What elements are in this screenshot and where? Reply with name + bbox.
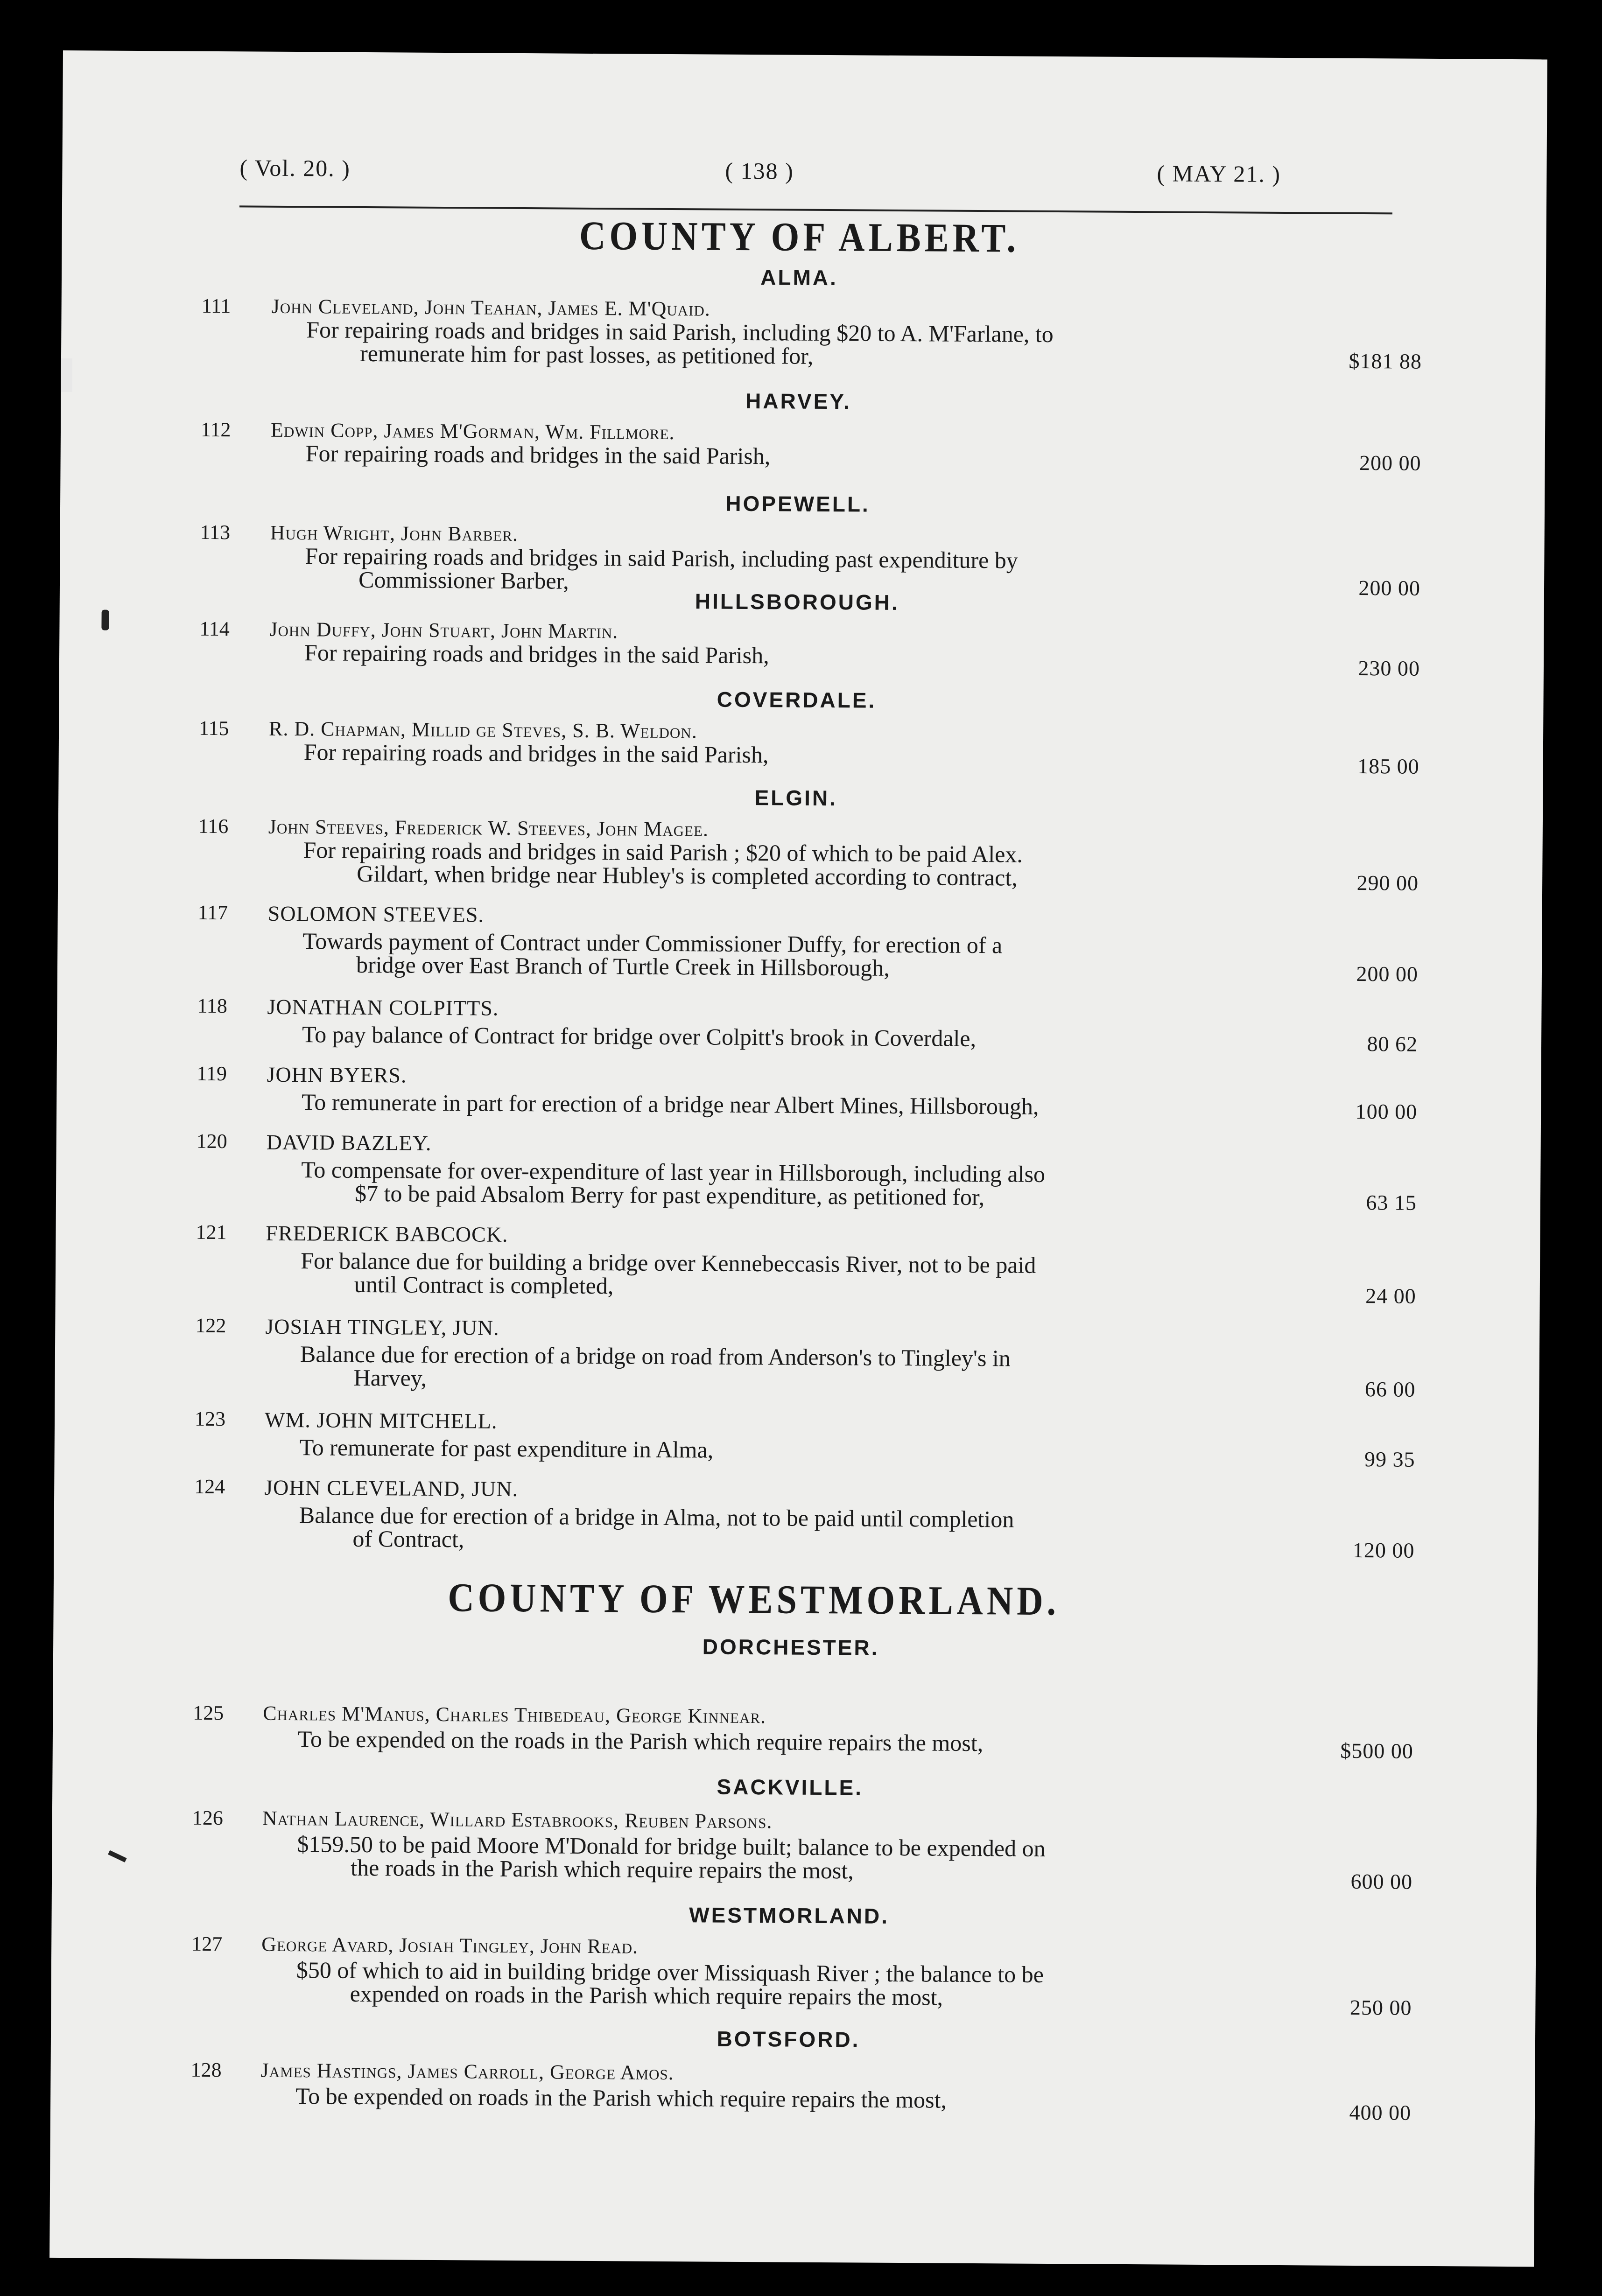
entry-amount: 120 00 bbox=[1352, 1538, 1415, 1562]
entry-number: 127 bbox=[191, 1932, 223, 1956]
description-line: For repairing roads and bridges in the said Parish, bbox=[305, 440, 771, 469]
entry-amount: 290 00 bbox=[1356, 870, 1419, 895]
entry-amount: 250 00 bbox=[1349, 1995, 1412, 2020]
entry-amount: 400 00 bbox=[1349, 2100, 1412, 2125]
description-line: Commissioner Barber, bbox=[358, 566, 569, 594]
parish-heading: DORCHESTER. bbox=[702, 1634, 879, 1660]
entry-number: 122 bbox=[195, 1314, 226, 1337]
entry-amount: 100 00 bbox=[1355, 1099, 1418, 1124]
entry-number: 112 bbox=[200, 418, 231, 441]
entry-amount: 63 15 bbox=[1366, 1190, 1417, 1215]
description-line: Towards payment of Contract under Commissioner Duffy, for erection of a bbox=[302, 928, 1003, 959]
entry-number: 123 bbox=[194, 1407, 226, 1431]
parish-heading: SACKVILLE. bbox=[717, 1774, 864, 1800]
entry-names: James Hastings, James Carroll, George Amos. bbox=[260, 2058, 674, 2085]
entry-description bbox=[302, 929, 1002, 980]
entry-names: Charles M'Manus, Charles Thibedeau, George Kinnear. bbox=[263, 1701, 766, 1728]
entry-number: 117 bbox=[197, 901, 228, 924]
description-line: remunerate him for past losses, as petitioned for, bbox=[359, 340, 814, 369]
entry-amount: 185 00 bbox=[1357, 754, 1419, 778]
entry-description bbox=[295, 2084, 947, 2112]
description-line: To remunerate for past expenditure in Alma, bbox=[299, 1434, 714, 1463]
entry-names: R. D. Chapman, Millid ge Steves, S. B. Weldon. bbox=[268, 717, 697, 743]
entry-description bbox=[301, 1249, 1036, 1300]
entry-number: 116 bbox=[198, 814, 229, 838]
entry-names: FREDERICK BABCOCK. bbox=[266, 1221, 508, 1246]
parish-heading: WESTMORLAND. bbox=[689, 1903, 890, 1928]
date-label: ( MAY 21. ) bbox=[1157, 160, 1281, 187]
description-line: expended on roads in the Parish which require repairs the most, bbox=[350, 1980, 943, 2010]
entry-amount: 66 00 bbox=[1364, 1377, 1416, 1401]
description-line: Harvey, bbox=[353, 1364, 427, 1391]
parish-heading: ALMA. bbox=[760, 265, 838, 290]
description-line: $7 to be paid Absalom Berry for past expenditure, as petitioned for, bbox=[354, 1180, 985, 1211]
entry-names: DAVID BAZLEY. bbox=[266, 1130, 432, 1155]
entry-description bbox=[296, 1958, 1044, 2009]
entry-amount: 99 35 bbox=[1364, 1447, 1415, 1471]
description-line: To remunerate in part for erection of a bridge near Albert Mines, Hillsborough, bbox=[302, 1089, 1039, 1120]
volume-label: ( Vol. 20. ) bbox=[239, 154, 351, 182]
entry-description bbox=[303, 838, 1023, 889]
entry-amount: 80 62 bbox=[1367, 1032, 1418, 1056]
description-line: bridge over East Branch of Turtle Creek in Hillsborough, bbox=[356, 951, 890, 981]
description-line: Balance due for erection of a bridge on road from Anderson's to Tingley's in bbox=[300, 1341, 1011, 1372]
entry-amount: 24 00 bbox=[1365, 1284, 1416, 1308]
entry-description bbox=[298, 1727, 984, 1755]
description-line: For balance due for building a bridge over Kennebeccasis River, not to be paid bbox=[300, 1247, 1036, 1278]
entry-amount: 200 00 bbox=[1358, 575, 1421, 600]
entry-number: 125 bbox=[193, 1701, 224, 1725]
entry-description bbox=[300, 1435, 714, 1461]
entry-description bbox=[304, 740, 769, 766]
description-line: To be expended on the roads in the Parish which require repairs the most, bbox=[297, 1726, 984, 1757]
entry-names: Hugh Wright, John Barber. bbox=[270, 521, 519, 546]
entry-amount: 200 00 bbox=[1359, 450, 1421, 475]
entry-number: 120 bbox=[196, 1129, 227, 1153]
entry-amount: $181 88 bbox=[1349, 349, 1422, 373]
county-heading: COUNTY OF WESTMORLAND. bbox=[448, 1574, 1060, 1624]
description-line: For repairing roads and bridges in the said Parish, bbox=[304, 639, 769, 669]
entry-number: 119 bbox=[197, 1062, 227, 1085]
description-line: $50 of which to aid in building bridge over Missiquash River ; the balance to be bbox=[296, 1957, 1044, 1988]
entry-number: 118 bbox=[197, 994, 228, 1018]
parish-heading: ELGIN. bbox=[754, 785, 838, 811]
parish-heading: BOTSFORD. bbox=[717, 2026, 860, 2052]
description-line: Gildart, when bridge near Hubley's is completed according to contract, bbox=[357, 860, 1018, 891]
entry-names: JOSIAH TINGLEY, JUN. bbox=[265, 1314, 499, 1340]
entry-amount: $500 00 bbox=[1340, 1738, 1413, 1763]
description-line: until Contract is completed, bbox=[354, 1271, 614, 1299]
entry-number: 128 bbox=[190, 2058, 222, 2082]
description-line: $159.50 to be paid Moore M'Donald for bridge built; balance to be expended on bbox=[297, 1831, 1046, 1862]
entry-names: SOLOMON STEEVES. bbox=[267, 901, 485, 927]
description-line: of Contract, bbox=[352, 1525, 464, 1553]
parish-heading: HILLSBOROUGH. bbox=[695, 589, 899, 615]
entry-description bbox=[297, 1832, 1046, 1883]
entry-number: 124 bbox=[194, 1475, 225, 1498]
description-line: For repairing roads and bridges in said Parish, including past expenditure by bbox=[305, 543, 1019, 574]
entry-number: 114 bbox=[199, 617, 230, 641]
entry-names: JOHN BYERS. bbox=[267, 1062, 407, 1087]
entry-names: John Duffy, John Stuart, John Martin. bbox=[269, 617, 618, 643]
entry-names: JOHN CLEVELAND, JUN. bbox=[264, 1475, 519, 1501]
entry-number: 115 bbox=[198, 716, 229, 740]
description-line: To be expended on roads in the Parish which require repairs the most, bbox=[295, 2083, 947, 2113]
description-line: For repairing roads and bridges in said Parish, including $20 to A. M'Farlane, to bbox=[306, 316, 1054, 347]
description-line: To pay balance of Contract for bridge over Colpitt's brook in Coverdale, bbox=[302, 1021, 977, 1051]
entry-number: 126 bbox=[192, 1806, 224, 1830]
entry-number: 111 bbox=[201, 294, 231, 318]
entry-description bbox=[300, 1342, 1010, 1393]
entry-names: George Avard, Josiah Tingley, John Read. bbox=[261, 1932, 639, 1958]
entry-names: JONATHAN COLPITTS. bbox=[267, 994, 499, 1020]
entry-names: John Steeves, Frederick W. Steeves, John Magee. bbox=[268, 815, 709, 841]
entry-names: John Cleveland, John Teahan, James E. M'Quaid. bbox=[271, 294, 711, 321]
description-line: the roads in the Parish which require repairs the most, bbox=[351, 1854, 854, 1884]
entry-description bbox=[304, 641, 769, 667]
description-line: For repairing roads and bridges in said Parish ; $20 of which to be paid Alex. bbox=[303, 837, 1023, 868]
margin-ink-mark bbox=[101, 610, 109, 630]
parish-heading: HOPEWELL. bbox=[725, 491, 870, 517]
entry-description bbox=[302, 1022, 976, 1050]
entry-amount: 200 00 bbox=[1356, 961, 1419, 986]
entry-description bbox=[306, 441, 771, 468]
entry-names: Edwin Copp, James M'Gorman, Wm. Fillmore. bbox=[270, 418, 675, 444]
entry-description bbox=[299, 1503, 1014, 1554]
description-line: To compensate for over-expenditure of last year in Hillsborough, including also bbox=[301, 1156, 1046, 1187]
entry-names: WM. JOHN MITCHELL. bbox=[264, 1407, 498, 1433]
entry-amount: 600 00 bbox=[1350, 1869, 1413, 1894]
entry-description bbox=[301, 1158, 1045, 1209]
page-number: ( 138 ) bbox=[725, 157, 794, 184]
entry-amount: 230 00 bbox=[1358, 656, 1420, 680]
entry-description bbox=[306, 318, 1054, 369]
county-heading: COUNTY OF ALBERT. bbox=[579, 212, 1020, 261]
parish-heading: HARVEY. bbox=[745, 388, 851, 414]
entry-number: 113 bbox=[200, 520, 231, 544]
entry-description bbox=[302, 1090, 1039, 1118]
description-line: Balance due for erection of a bridge in Alma, not to be paid until completion bbox=[299, 1502, 1014, 1533]
entry-number: 121 bbox=[196, 1220, 227, 1244]
entry-names: Nathan Laurence, Willard Estabrooks, Reuben Parsons. bbox=[262, 1806, 773, 1833]
margin-ink-mark bbox=[108, 1850, 126, 1862]
document-page bbox=[49, 50, 1547, 2267]
parish-heading: COVERDALE. bbox=[717, 687, 877, 713]
description-line: For repairing roads and bridges in the said Parish, bbox=[303, 739, 769, 768]
